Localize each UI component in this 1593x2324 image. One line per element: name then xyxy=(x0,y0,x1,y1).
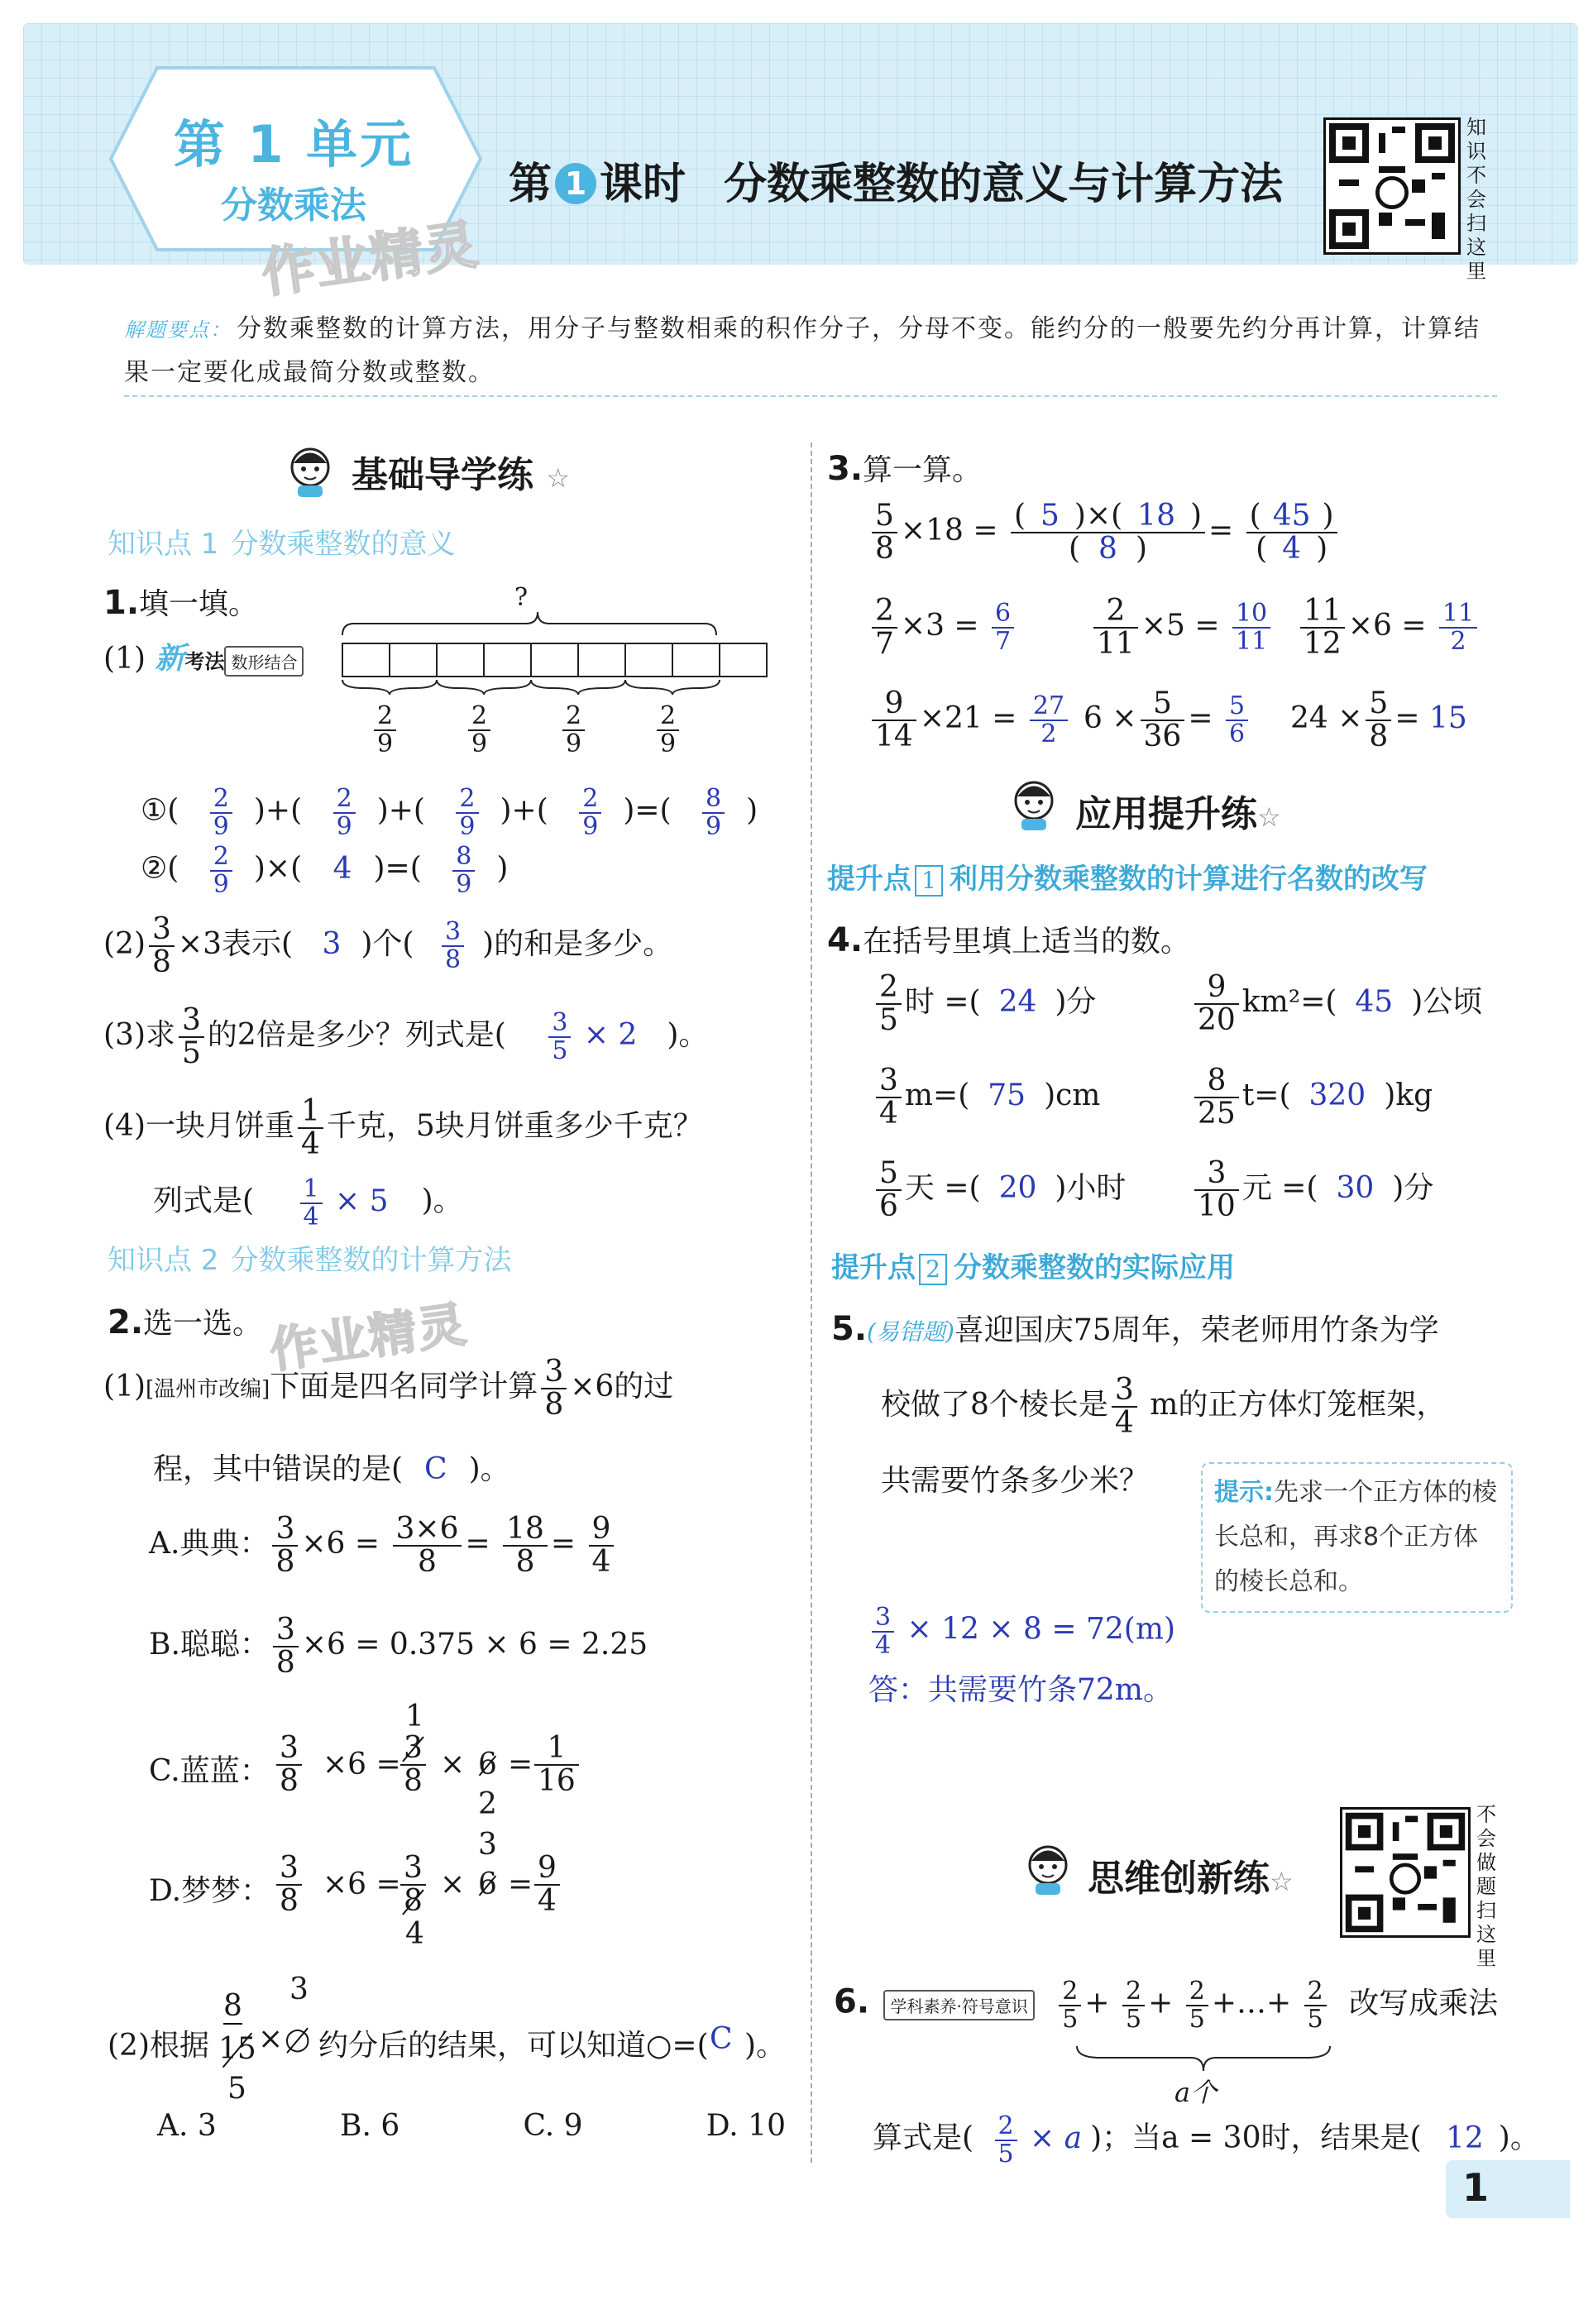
q4-item2: $\frac{9}{20}$ km²=( 45 )公顷 xyxy=(1191,972,1482,1036)
fraction xyxy=(534,1733,579,1797)
fraction xyxy=(272,1513,298,1578)
fraction-denominator: 9 xyxy=(459,811,476,841)
fraction-numerator: 3 xyxy=(179,1005,204,1038)
q1-part1-label: (1) 新考法 数形结合 xyxy=(103,635,304,677)
fraction-numerator: 10 xyxy=(1232,600,1270,629)
fraction-numerator: 3 xyxy=(1112,1375,1137,1408)
fraction-numerator: 3 xyxy=(541,1356,567,1389)
fraction xyxy=(1059,1978,1081,2032)
fraction-denominator: 4 xyxy=(1114,1405,1134,1440)
lesson-title: 第 1 课时 分数乘整数的意义与计算方法 xyxy=(509,160,1284,209)
q2-choices xyxy=(157,2109,786,2143)
q2-part1-line2: 程，其中错误的是( C )。 xyxy=(153,1452,510,1486)
fraction-denominator: 4 xyxy=(538,1883,557,1918)
unit-title: 第 1 单元 xyxy=(173,114,414,175)
fraction xyxy=(456,786,478,839)
fraction-numerator: 1 xyxy=(300,1176,323,1204)
fraction-numerator: 1 xyxy=(298,1096,323,1129)
fraction-denominator: 8 xyxy=(152,944,171,979)
fraction-denominator: 10 xyxy=(1198,1188,1236,1223)
fraction-denominator: 6 xyxy=(879,1188,898,1223)
fraction-numerator: 8 xyxy=(452,844,475,872)
q6-line1: 6. 学科素养·符号意识 $\frac{2}{5}$ + $\frac{2}{5}$ + $\frac{2}{5}$ +…+ $\frac{2}{5}$ 改写成乘法 xyxy=(834,1977,1499,2034)
fraction-numerator: 2 xyxy=(1122,1978,1145,2006)
fraction-numerator: 3 xyxy=(272,1513,298,1547)
fraction-denominator: 5 xyxy=(879,1002,898,1037)
fraction xyxy=(1011,500,1205,565)
q3-row2-item1: $\frac{2}{7}$ ×3 = $\frac{6}{7}$ xyxy=(868,595,1017,660)
fraction-denominator: 8 xyxy=(280,1763,299,1798)
q5-line1: 5.(易错题)喜迎国庆75周年，荣老师用竹条为学 xyxy=(831,1310,1439,1348)
fraction-numerator: 5 xyxy=(1141,688,1185,721)
fraction-denominator: 9 xyxy=(213,869,229,899)
option-b: B.聪聪： $\frac{3}{8}$ ×6 = 0.375 × 6 = 2.25 xyxy=(149,1613,648,1680)
fraction-denominator: 11 xyxy=(1097,626,1135,661)
q1-row2: ②( $\frac{2}{9}$ )×( 4 )=( $\frac{8}{9}$ ) xyxy=(141,842,509,899)
mascot-icon-3 xyxy=(1019,1840,1077,1898)
fraction-denominator: 8 xyxy=(404,1763,423,1798)
q1-part4-answer: 列式是( $\frac{1}{4}$ × 5 )。 xyxy=(153,1174,463,1231)
section-basic-title: 基础导学练 ☆ xyxy=(352,454,571,496)
fraction-denominator: 20 xyxy=(1198,1002,1236,1037)
fraction-numerator: 3×6 xyxy=(393,1513,462,1547)
fraction xyxy=(876,972,902,1036)
q2-title: 2.选一选。 xyxy=(108,1303,263,1341)
fraction xyxy=(210,844,232,897)
fraction-denominator: 7 xyxy=(995,626,1012,656)
fraction-numerator: 3 xyxy=(872,1604,894,1633)
unit-subtitle: 分数乘法 xyxy=(221,184,366,227)
q4-item3: $\frac{3}{4}$ m=( 75 )cm xyxy=(873,1065,1100,1130)
segment-label-2 xyxy=(465,703,494,757)
fraction-numerator: 2 xyxy=(374,703,396,731)
fraction-numerator: 5 xyxy=(1226,693,1248,721)
fraction xyxy=(541,1356,567,1421)
qr-code-icon-2[interactable] xyxy=(1340,1807,1471,1938)
fraction xyxy=(992,600,1014,654)
fraction xyxy=(589,1513,615,1578)
fraction xyxy=(1232,600,1270,654)
fraction xyxy=(298,1096,323,1160)
fraction-numerator: 2 xyxy=(579,786,601,814)
fraction xyxy=(872,688,916,753)
fraction xyxy=(876,1065,902,1130)
fraction xyxy=(1304,1978,1327,2032)
fraction-denominator: 5 xyxy=(1307,2004,1323,2034)
q1-part2: (2) $\frac{3}{8}$ ×3表示( 3 )个( $\frac{3}{8}$ )的和是多少。 xyxy=(103,912,673,979)
fraction-denominator: 5 xyxy=(997,2139,1014,2169)
q1-part3: (3)求 $\frac{3}{5}$ 的2倍是多少？列式是( $\frac{3}{5}$ × 2 )。 xyxy=(103,1003,709,1070)
fraction-numerator: 2 xyxy=(333,786,356,814)
fraction-numerator: 9 xyxy=(872,688,916,721)
fraction xyxy=(300,1176,323,1230)
fraction-numerator: 27 xyxy=(1030,693,1068,721)
fraction-numerator: ( 5 )×( 18 ) xyxy=(1011,500,1205,533)
fraction xyxy=(1112,1375,1137,1439)
fraction-numerator: 9 xyxy=(589,1513,615,1547)
fraction xyxy=(179,1005,204,1069)
fraction-numerator: 2 xyxy=(456,786,478,814)
q5-hint-box: 提示:先求一个正方体的棱长总和，再求8个正方体的棱长总和。 xyxy=(1201,1462,1513,1613)
section-apply-title: 应用提升练☆ xyxy=(1075,793,1281,835)
qr-code-icon[interactable] xyxy=(1323,117,1461,255)
fraction-numerator: 3 xyxy=(876,1065,902,1098)
fraction-numerator: 3 xyxy=(400,1853,426,1886)
q4-item4: $\frac{8}{25}$ t=( 320 )kg xyxy=(1191,1065,1433,1130)
fraction xyxy=(1300,595,1345,660)
fraction xyxy=(1194,1158,1239,1222)
fraction xyxy=(579,786,601,839)
fraction-denominator: 5 xyxy=(182,1035,201,1070)
fraction-denominator: 11 xyxy=(1235,626,1268,656)
q4-item1: $\frac{2}{5}$ 时 =( 24 )分 xyxy=(873,972,1096,1036)
fraction xyxy=(534,1853,560,1917)
fraction-numerator: 3 xyxy=(149,914,175,947)
tips-divider xyxy=(124,395,1497,397)
fraction xyxy=(400,1733,426,1797)
fraction-numerator: 2 xyxy=(210,844,232,872)
q3-row1: $\frac{5}{8}$ ×18 = $\frac{( 5 )\times( 18 )}{( 8 )}$ = $\frac{( 45 )}{( 4 )}$ xyxy=(868,500,1341,565)
fraction-denominator: 5 xyxy=(1062,2004,1079,2034)
fraction-denominator: 8 xyxy=(275,1645,295,1680)
fraction-denominator: 5 xyxy=(1189,2004,1205,2034)
fraction xyxy=(872,1604,894,1658)
fraction-numerator: 3 xyxy=(276,1853,302,1886)
fraction xyxy=(1439,600,1477,654)
fraction-denominator: 8 xyxy=(400,1886,426,1917)
fraction-numerator: 2 xyxy=(657,703,679,731)
fraction-denominator: 36 xyxy=(1143,719,1182,753)
fraction-numerator: 2 xyxy=(562,703,585,731)
brace-question-mark: ? xyxy=(514,583,529,612)
fraction-numerator: 2 xyxy=(1093,595,1138,629)
choice-d[interactable]: D. 10 xyxy=(706,2109,786,2143)
fraction-denominator: 8 xyxy=(515,1544,535,1579)
fraction-denominator: 8 xyxy=(418,1544,437,1579)
fraction xyxy=(872,595,897,660)
column-divider xyxy=(811,442,812,2163)
q3-row3-item1: $\frac{9}{14}$ ×21 = $\frac{27}{2}$ xyxy=(868,688,1071,753)
fraction-numerator: 3 xyxy=(442,919,464,947)
fraction xyxy=(276,1853,302,1917)
fraction-denominator: 9 xyxy=(582,811,599,841)
fraction-numerator: 2 xyxy=(1059,1978,1081,2006)
fraction xyxy=(1030,693,1068,747)
fraction-denominator: 9 xyxy=(566,729,582,758)
fraction xyxy=(400,1853,426,1917)
fraction-denominator: 4 xyxy=(879,1096,898,1131)
fraction-denominator: 8 xyxy=(444,944,462,974)
fraction-denominator: 14 xyxy=(875,719,913,753)
fraction-denominator: 8 xyxy=(1369,719,1389,753)
tips-box: 解题要点： 分数乘整数的计算方法，用分子与整数相乘的积作分子，分母不变。能约分的一般要先约分再计算，计算结果一定要化成最简分数或整数。 xyxy=(124,314,1481,387)
fraction xyxy=(468,703,490,757)
knowledge-point-1: 知识点 1 分数乘整数的意义 xyxy=(108,528,456,561)
fraction-denominator: 4 xyxy=(301,1126,320,1161)
q1-row1: ①( $\frac{2}{9}$ )+( $\frac{2}{9}$ )+( $\frac{2}{9}$ )+( $\frac{2}{9}$ )=( $\frac{8}{9}$ ) xyxy=(141,784,758,841)
fraction-numerator: 18 xyxy=(503,1513,548,1547)
q3-row3-item2: 6 × $\frac{5}{36}$ = $\frac{5}{6}$ xyxy=(1084,688,1251,753)
q5-line3: 共需要竹条多少米？ xyxy=(881,1464,1150,1498)
fraction xyxy=(1226,693,1248,747)
fraction-numerator: 11 xyxy=(1439,600,1477,629)
tag-shape-number: 数形结合 xyxy=(224,646,304,677)
q4-title: 4.在括号里填上适当的数。 xyxy=(827,921,1191,959)
fraction-numerator: 6 xyxy=(992,600,1014,629)
segment-label-3 xyxy=(559,703,588,757)
fraction xyxy=(1366,688,1391,753)
q5-line2: 校做了8个棱长是 $\frac{3}{4}$ m的正方体灯笼框架， xyxy=(881,1373,1447,1440)
improve-point-1: 提升点 1 利用分数乘整数的计算进行名数的改写 xyxy=(827,863,1428,896)
fraction-numerator: 2 xyxy=(1186,1978,1208,2006)
q6-brace xyxy=(1075,2044,1332,2074)
fraction-denominator: 8 xyxy=(544,1387,564,1422)
option-a: A.典典： $\frac{3}{8}$ ×6 = $\frac{3\times 6}{8}$ = $\frac{18}{8}$ = $\frac{9}{4}$ xyxy=(149,1513,617,1578)
bar-model-diagram xyxy=(339,579,769,695)
fraction-denominator: 9 xyxy=(456,869,472,899)
fraction-numerator: 2 xyxy=(872,595,897,629)
fraction-numerator: 11 xyxy=(1300,595,1345,629)
segment-label-4 xyxy=(653,703,682,757)
fraction xyxy=(149,914,175,978)
fraction-numerator: 3 xyxy=(273,1614,299,1647)
fraction xyxy=(876,1158,902,1222)
fraction-denominator: 8 xyxy=(875,531,894,566)
fraction-denominator: 4 xyxy=(591,1544,611,1579)
fraction-numerator: 5 xyxy=(872,500,897,533)
q1-title: 1.填一填。 xyxy=(103,584,259,622)
star-icon-2: ☆ xyxy=(1257,801,1281,833)
fraction xyxy=(1093,595,1138,660)
hint-label: 提示: xyxy=(1214,1478,1274,1507)
q5-answer-line2: 答：共需要竹条72m。 xyxy=(868,1673,1173,1707)
q3-row2-item3: $\frac{11}{12}$ ×6 = $\frac{11}{2}$ xyxy=(1297,595,1481,660)
q5-answer-line1: $\frac{3}{4}$ × 12 × 8 = 72(m) xyxy=(868,1604,1175,1658)
mascot-icon xyxy=(281,442,339,500)
fraction-numerator: 1 xyxy=(534,1733,579,1766)
fraction-denominator: 9 xyxy=(706,811,722,841)
fraction-denominator: 9 xyxy=(377,729,394,758)
fraction-denominator: 4 xyxy=(875,1630,892,1660)
knowledge-point-2: 知识点 2 分数乘整数的计算方法 xyxy=(108,1244,512,1277)
fraction-numerator: ( 45 ) xyxy=(1246,500,1337,533)
fraction xyxy=(393,1513,462,1578)
fraction-denominator: 9 xyxy=(336,811,352,841)
watermark-2: 作业精灵 xyxy=(266,1295,471,1380)
qr-caption-bottom: 不 会 做 题 扫 这 里 xyxy=(1476,1803,1496,1970)
improve-point-2: 提升点 2 分数乘整数的实际应用 xyxy=(831,1251,1235,1284)
fraction-numerator: 9 xyxy=(534,1853,560,1886)
fraction-numerator: 3 xyxy=(276,1733,302,1766)
fraction-denominator: 8 xyxy=(275,1544,295,1579)
q4-item6: $\frac{3}{10}$ 元 =( 30 )分 xyxy=(1191,1158,1433,1222)
fraction-denominator: 7 xyxy=(875,626,894,661)
fraction xyxy=(374,703,396,757)
q1-part4: (4)一块月饼重 $\frac{1}{4}$ 千克，5块月饼重多少千克？ xyxy=(103,1094,703,1161)
choice-a[interactable]: A. 3 xyxy=(157,2109,217,2143)
fraction xyxy=(273,1614,299,1679)
fraction-denominator: 16 xyxy=(538,1763,576,1798)
star-icon-3: ☆ xyxy=(1270,1866,1294,1897)
fraction-denominator: 9 xyxy=(660,729,677,758)
fraction-denominator: ( 4 ) xyxy=(1256,531,1328,566)
fraction-denominator: 25 xyxy=(1198,1096,1236,1131)
fraction-denominator: 9 xyxy=(471,729,488,758)
fraction xyxy=(333,786,356,839)
fraction xyxy=(562,703,585,757)
fraction-denominator: 2 xyxy=(1450,626,1466,656)
fraction-numerator: 5 xyxy=(876,1158,902,1191)
q3-row2-item2: $\frac{2}{11}$ ×5 = $\frac{10}{11}$ xyxy=(1090,595,1274,660)
fraction-denominator: 5 xyxy=(1126,2004,1142,2034)
fraction-denominator: 6 xyxy=(1228,719,1246,748)
fraction xyxy=(548,1010,571,1064)
lesson-number-badge: 1 xyxy=(555,163,596,204)
fraction-denominator: 8 xyxy=(280,1883,299,1918)
fraction xyxy=(1122,1978,1145,2032)
segment-label-1 xyxy=(371,703,399,757)
q2-part1: (1)[温州市改编]下面是四名同学计算 $\frac{3}{8}$ ×6的过 xyxy=(103,1355,674,1422)
fraction-numerator: 5 xyxy=(1366,688,1391,721)
fraction xyxy=(1141,688,1185,753)
fraction-denominator: 2 xyxy=(1040,719,1057,748)
fraction-denominator: 9 xyxy=(213,811,229,841)
fraction-numerator: 2 xyxy=(468,703,490,731)
fraction-numerator: 2 xyxy=(995,2113,1017,2141)
fraction xyxy=(503,1513,548,1578)
fraction-denominator: 5 xyxy=(552,1035,568,1065)
q3-row3-item3: 24 × $\frac{5}{8}$ = 15 xyxy=(1290,686,1467,753)
fraction xyxy=(1186,1978,1208,2032)
watermark: 作业精灵 xyxy=(257,213,483,305)
q3-title: 3.算一算。 xyxy=(827,450,983,488)
fraction-numerator: 2 xyxy=(210,786,232,814)
page-number: 1 xyxy=(1446,2160,1570,2218)
fraction xyxy=(995,2113,1017,2167)
choice-c[interactable]: C. 9 xyxy=(523,2109,583,2143)
fraction xyxy=(276,1733,302,1797)
q4-item5: $\frac{5}{6}$ 天 =( 20 )小时 xyxy=(873,1158,1126,1222)
choice-b[interactable]: B. 6 xyxy=(340,2109,400,2143)
fraction-numerator: 3 xyxy=(548,1010,571,1038)
tag-literacy: 学科素养·符号意识 xyxy=(883,1990,1034,2020)
q6-line2: 算式是( $\frac{2}{5}$ × a )；当a = 30时，结果是( 12 )。 xyxy=(873,2111,1540,2169)
fraction xyxy=(452,844,475,897)
fraction xyxy=(872,500,897,565)
mascot-icon-2 xyxy=(1005,776,1063,834)
fraction-denominator: 12 xyxy=(1304,626,1342,661)
fraction xyxy=(702,786,725,839)
fraction-numerator: 9 xyxy=(1194,972,1239,1005)
fraction-numerator: 2 xyxy=(876,972,902,1005)
fraction-numerator: 3 xyxy=(1194,1158,1239,1191)
fraction-numerator: 3 xyxy=(400,1733,426,1766)
q6-brace-label: a个 xyxy=(1174,2077,1217,2108)
fraction xyxy=(1194,1065,1239,1130)
q2-part2: (2)根据 8 15 5 3 × ○ 约分后的结果，可以知道○=( C )。 xyxy=(108,1973,787,2106)
star-icon: ☆ xyxy=(546,462,571,494)
fraction-denominator: ( 8 ) xyxy=(1068,531,1147,566)
fraction-denominator: 4 xyxy=(303,1202,319,1231)
section-thinking-title: 思维创新练☆ xyxy=(1088,1858,1294,1900)
fraction-numerator: 8 xyxy=(1194,1065,1239,1098)
fraction xyxy=(657,703,679,757)
fraction-numerator: 8 xyxy=(702,786,725,814)
fraction xyxy=(1246,500,1337,565)
qr-caption-top: 知 识 不 会 扫 这 里 xyxy=(1466,116,1486,283)
fraction xyxy=(442,919,464,973)
fraction xyxy=(1194,972,1239,1036)
fraction xyxy=(210,786,232,839)
fraction-numerator: 2 xyxy=(1304,1978,1327,2006)
